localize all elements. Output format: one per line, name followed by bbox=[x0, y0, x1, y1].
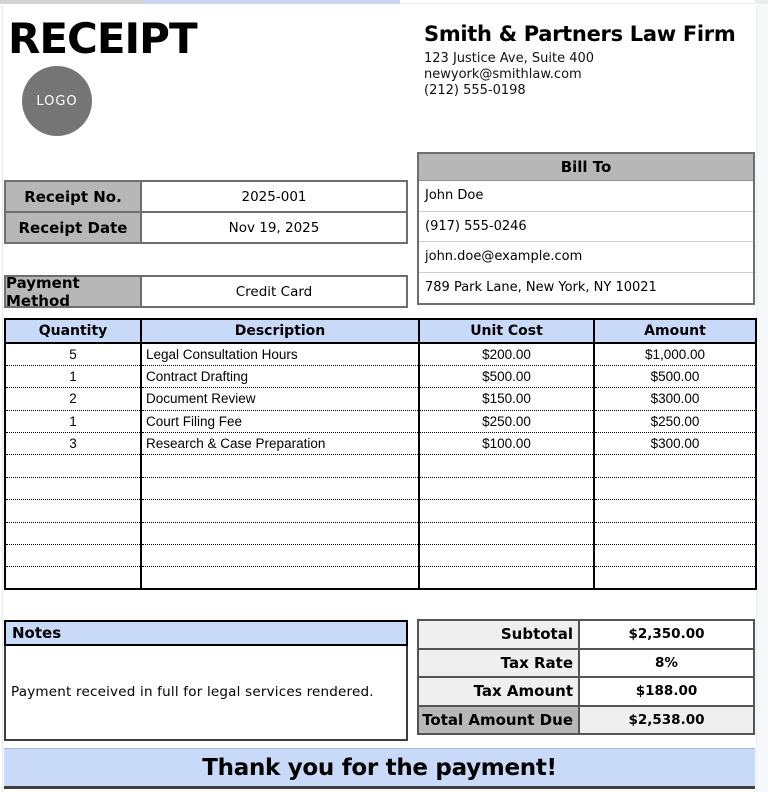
totals-label: Tax Rate bbox=[419, 650, 580, 677]
cell-unit_cost: $150.00 bbox=[419, 388, 594, 410]
table-row bbox=[5, 455, 756, 477]
cell-amount: $300.00 bbox=[594, 433, 756, 455]
items-table-body bbox=[5, 343, 756, 589]
cell-quantity: 3 bbox=[5, 433, 141, 455]
totals-row bbox=[417, 705, 755, 736]
cell-description: Document Review bbox=[141, 388, 419, 410]
column-header-unit-cost: Unit Cost bbox=[419, 319, 594, 343]
cell-unit_cost bbox=[419, 477, 594, 499]
payment-method-row bbox=[6, 273, 406, 310]
totals-value: $188.00 bbox=[580, 678, 753, 705]
cell-quantity bbox=[5, 567, 141, 589]
firm-name: Smith & Partners Law Firm bbox=[424, 22, 736, 46]
receipt-date-value: Nov 19, 2025 bbox=[142, 213, 406, 242]
table-row bbox=[5, 410, 756, 432]
cell-unit_cost: $200.00 bbox=[419, 343, 594, 365]
bill-to-rows bbox=[419, 181, 753, 303]
totals-label: Total Amount Due bbox=[419, 707, 580, 734]
totals-row bbox=[417, 676, 755, 707]
payment-method-table bbox=[4, 275, 408, 308]
cell-description: Contract Drafting bbox=[141, 365, 419, 387]
firm-phone: (212) 555-0198 bbox=[424, 83, 526, 98]
firm-info-block bbox=[424, 22, 735, 99]
notes-header: Notes bbox=[4, 620, 408, 646]
sheet-right-margin bbox=[756, 5, 768, 792]
items-table bbox=[4, 318, 757, 590]
cell-unit_cost: $100.00 bbox=[419, 433, 594, 455]
top-edge-gray-segment bbox=[0, 0, 143, 4]
cell-amount bbox=[594, 522, 756, 544]
bill-to-section bbox=[417, 152, 755, 305]
receipt-no-value: 2025-001 bbox=[142, 182, 406, 211]
logo-badge bbox=[22, 66, 92, 136]
cell-amount: $300.00 bbox=[594, 388, 756, 410]
cell-quantity: 2 bbox=[5, 388, 141, 410]
page-title: RECEIPT bbox=[8, 14, 197, 63]
bill-to-line: john.doe@example.com bbox=[419, 242, 753, 273]
cell-unit_cost bbox=[419, 545, 594, 567]
notes-box bbox=[4, 646, 408, 741]
table-row bbox=[5, 545, 756, 567]
cell-amount bbox=[594, 455, 756, 477]
column-header-description: Description bbox=[141, 319, 419, 343]
items-table-header bbox=[5, 319, 756, 343]
cell-amount: $250.00 bbox=[594, 410, 756, 432]
totals-value: $2,350.00 bbox=[580, 621, 753, 648]
totals-value: 8% bbox=[580, 650, 753, 677]
cell-unit_cost: $500.00 bbox=[419, 365, 594, 387]
cell-description bbox=[141, 545, 419, 567]
cell-quantity bbox=[5, 545, 141, 567]
top-edge-right-segment bbox=[755, 0, 768, 4]
bill-to-line: John Doe bbox=[419, 181, 753, 212]
cell-quantity bbox=[5, 522, 141, 544]
table-row bbox=[5, 567, 756, 589]
footer-message: Thank you for the payment! bbox=[202, 754, 557, 781]
column-header-quantity: Quantity bbox=[5, 319, 141, 343]
cell-description bbox=[141, 500, 419, 522]
cell-description: Research & Case Preparation bbox=[141, 433, 419, 455]
column-header-amount: Amount bbox=[594, 319, 756, 343]
cell-description bbox=[141, 567, 419, 589]
notes-text: Payment received in full for legal services rendered. bbox=[11, 684, 374, 700]
cell-quantity bbox=[5, 455, 141, 477]
table-row bbox=[5, 500, 756, 522]
receipt-no-row bbox=[6, 182, 406, 211]
cell-description: Legal Consultation Hours bbox=[141, 343, 419, 365]
items-header-row bbox=[5, 319, 756, 343]
cell-quantity bbox=[5, 500, 141, 522]
payment-method-label: Payment Method bbox=[6, 277, 140, 306]
cell-description bbox=[141, 477, 419, 499]
sheet-left-gridline bbox=[2, 5, 3, 792]
firm-email: newyork@smithlaw.com bbox=[424, 67, 582, 82]
cell-unit_cost bbox=[419, 500, 594, 522]
table-row bbox=[5, 477, 756, 499]
logo-text: LOGO bbox=[36, 93, 78, 109]
firm-address: 123 Justice Ave, Suite 400 bbox=[424, 51, 595, 66]
cell-unit_cost bbox=[419, 567, 594, 589]
cell-amount bbox=[594, 545, 756, 567]
receipt-no-label: Receipt No. bbox=[6, 182, 140, 211]
cell-unit_cost bbox=[419, 522, 594, 544]
payment-method-value: Credit Card bbox=[142, 277, 406, 306]
cell-amount bbox=[594, 567, 756, 589]
cell-quantity: 5 bbox=[5, 343, 141, 365]
cell-quantity: 1 bbox=[5, 410, 141, 432]
cell-description bbox=[141, 522, 419, 544]
totals-label: Subtotal bbox=[419, 621, 580, 648]
top-edge-blue-segment bbox=[143, 0, 400, 4]
footer-banner bbox=[4, 748, 755, 789]
cell-amount bbox=[594, 477, 756, 499]
table-row bbox=[5, 343, 756, 365]
receipt-meta-table bbox=[4, 180, 408, 244]
cell-quantity bbox=[5, 477, 141, 499]
bill-to-line: (917) 555-0246 bbox=[419, 212, 753, 243]
cell-description: Court Filing Fee bbox=[141, 410, 419, 432]
totals-row bbox=[417, 619, 755, 650]
cell-description bbox=[141, 455, 419, 477]
totals-label: Tax Amount bbox=[419, 678, 580, 705]
totals-value: $2,538.00 bbox=[580, 707, 753, 734]
cell-unit_cost bbox=[419, 455, 594, 477]
table-row bbox=[5, 388, 756, 410]
receipt-date-label: Receipt Date bbox=[6, 213, 140, 242]
cell-amount: $500.00 bbox=[594, 365, 756, 387]
cell-amount bbox=[594, 500, 756, 522]
totals-row bbox=[417, 648, 755, 679]
bill-to-header: Bill To bbox=[419, 154, 753, 181]
bill-to-line: 789 Park Lane, New York, NY 10021 bbox=[419, 273, 753, 304]
cell-quantity: 1 bbox=[5, 365, 141, 387]
table-row bbox=[5, 522, 756, 544]
table-row bbox=[5, 433, 756, 455]
totals-section bbox=[417, 619, 755, 735]
sheet-top-edge bbox=[0, 0, 768, 4]
cell-unit_cost: $250.00 bbox=[419, 410, 594, 432]
receipt-date-row bbox=[6, 213, 406, 242]
cell-amount: $1,000.00 bbox=[594, 343, 756, 365]
table-row bbox=[5, 365, 756, 387]
